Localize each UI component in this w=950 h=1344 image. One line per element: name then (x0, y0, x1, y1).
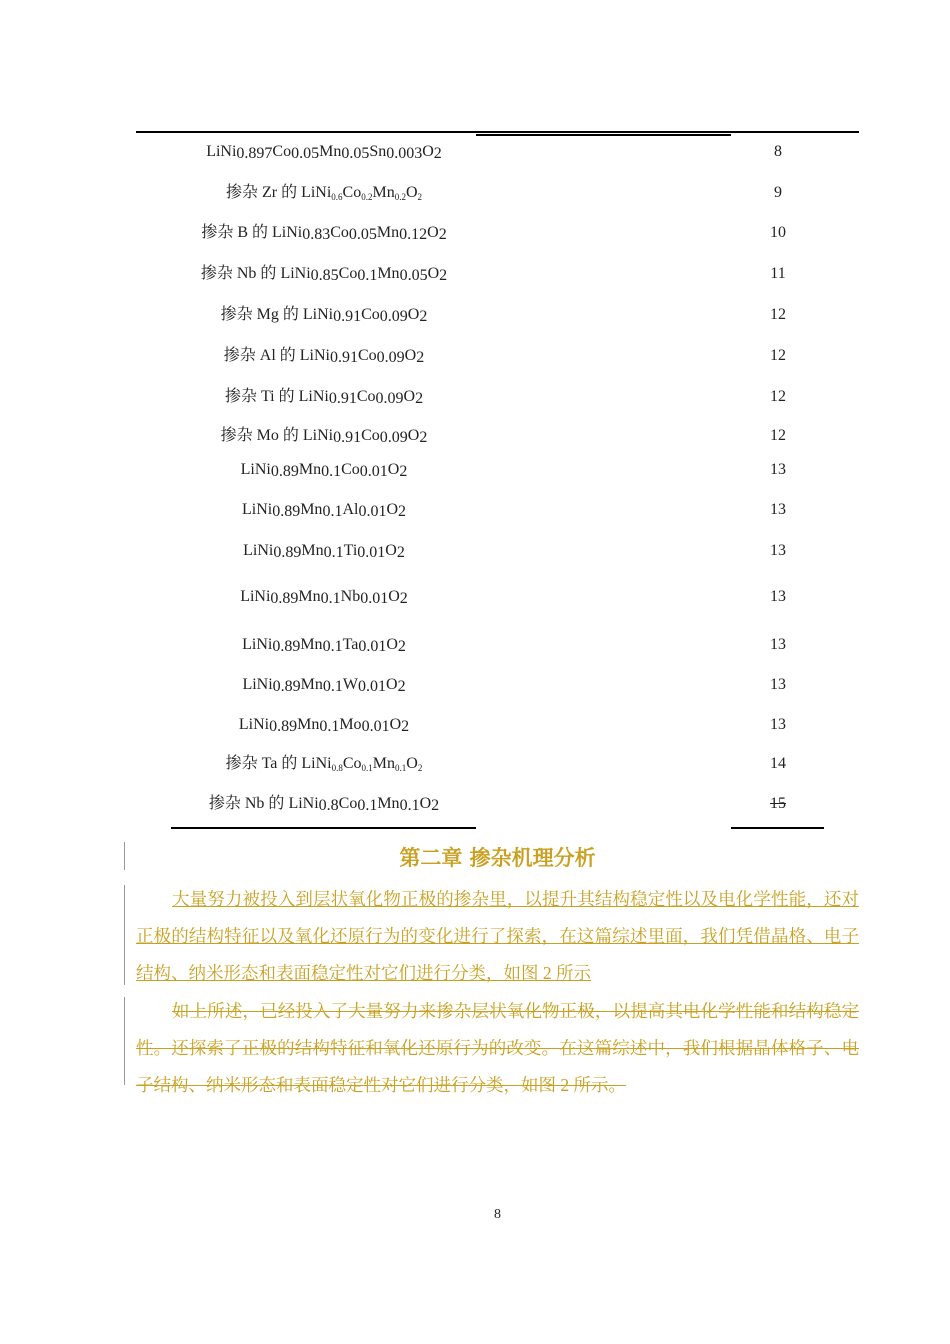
element-symbol: LiNi (288, 795, 319, 812)
reference-number: 9 (774, 184, 782, 201)
subscript: 0.83 (302, 226, 331, 243)
formula-cell (174, 180, 474, 210)
element-symbol: Co (341, 461, 360, 478)
element-symbol: O (387, 461, 400, 478)
table-row (0, 302, 950, 328)
table-row (0, 220, 950, 246)
subscript: 0.2 (394, 192, 406, 202)
subscript: 0.12 (399, 226, 428, 243)
element-symbol: Co (358, 347, 377, 364)
formula-cell (174, 423, 474, 449)
element-symbol: Ti (343, 542, 358, 559)
reference-number: 13 (770, 588, 786, 605)
subscript: 0.91 (330, 349, 358, 366)
element-symbol: O (403, 388, 416, 405)
table-row (0, 343, 950, 369)
reference-number: 12 (770, 388, 786, 405)
subscript: 2 (419, 308, 428, 325)
subscript: 2 (399, 590, 408, 607)
formula-cell (174, 751, 474, 781)
formula-cell (174, 220, 474, 246)
formula-cell (174, 632, 474, 658)
element-symbol: Mn (319, 143, 342, 160)
subscript: 0.09 (375, 390, 404, 407)
subscript: 0.1 (321, 463, 342, 480)
formula-cell (174, 538, 474, 564)
element-symbol: LiNi (242, 636, 273, 653)
page-number: 8 (494, 1207, 501, 1222)
element-symbol: LiNi (242, 676, 273, 693)
reference-number: 13 (770, 716, 786, 733)
element-symbol: O (386, 676, 398, 693)
table-row (0, 712, 950, 738)
element-symbol: Mn (297, 716, 320, 733)
table-bottom-rule-left (171, 827, 476, 829)
element-symbol: LiNi (302, 427, 334, 444)
element-symbol: LiNi (298, 388, 329, 405)
subscript: 0.89 (270, 463, 299, 480)
subscript: 2 (398, 503, 406, 520)
element-symbol: Mn (377, 795, 400, 812)
subscript: 0.003 (386, 145, 423, 162)
dopant-prefix: 掺杂 Al 的 (223, 347, 300, 364)
element-symbol: Co (342, 184, 362, 201)
element-symbol: Mn (300, 501, 323, 518)
table-row (0, 180, 950, 206)
element-symbol: LiNi (299, 347, 330, 364)
subscript: 0.1 (395, 763, 407, 773)
element-symbol: Co (342, 755, 362, 772)
reference-number: 13 (770, 501, 786, 518)
element-symbol: Co (330, 224, 349, 241)
table-row (0, 584, 950, 610)
subscript: 2 (397, 678, 406, 695)
subscript: 0.2 (361, 192, 373, 202)
table-row (0, 497, 950, 523)
element-symbol: Co (272, 143, 292, 160)
subscript: 0.09 (379, 429, 408, 446)
element-symbol: Mn (300, 676, 323, 693)
element-symbol: LiNi (280, 265, 311, 282)
subscript: 0.8 (331, 763, 343, 773)
subscript: 0.1 (320, 590, 341, 607)
table-row (0, 632, 950, 658)
subscript: 0.09 (376, 349, 405, 366)
reference-number: 13 (770, 461, 786, 478)
subscript: 0.89 (269, 718, 298, 735)
subscript: 2 (431, 797, 440, 814)
subscript: 0.1 (357, 797, 378, 814)
element-symbol: Co (361, 306, 380, 323)
table-row (0, 538, 950, 564)
subscript: 0.01 (359, 463, 388, 480)
subscript: 2 (433, 145, 442, 162)
subscript: 2 (399, 463, 408, 480)
subscript: 0.05 (399, 267, 428, 284)
subscript: 0.01 (358, 638, 387, 655)
table-row (0, 751, 950, 777)
subscript: 2 (417, 192, 423, 202)
table-row (0, 384, 950, 410)
subscript: 0.01 (358, 678, 386, 695)
reference-number: 11 (770, 265, 786, 282)
element-symbol: Mn (298, 588, 321, 605)
element-symbol: O (404, 347, 417, 364)
element-symbol: Co (356, 388, 376, 405)
subscript: 0.91 (333, 308, 362, 325)
element-symbol: Ta (342, 636, 359, 653)
element-symbol: Co (338, 795, 358, 812)
inserted-paragraph: 大量努力被投入到层状氧化物正极的掺杂里，以提升其结构稳定性以及电化学性能，还对正极的结构特征以及氧化还原行为的变化进行了探索，在这篇综述里面，我们凭借晶格、电子结构、纳米形态和表面稳定性对它们进行分类，如图 2 所示 (136, 889, 859, 983)
table-row (0, 423, 950, 449)
formula-cell (174, 672, 474, 698)
element-symbol: O (389, 716, 402, 733)
element-symbol: Mn (301, 542, 324, 559)
subscript: 2 (415, 390, 424, 407)
subscript: 0.1 (357, 267, 378, 284)
subscript: 0.6 (331, 192, 343, 202)
reference-number: 13 (770, 542, 786, 559)
element-symbol: LiNi (240, 588, 271, 605)
element-symbol: O (422, 143, 434, 160)
table-top-rule (136, 131, 859, 133)
table-bottom-rule-right (731, 827, 824, 829)
subscript: 0.8 (318, 797, 339, 814)
dopant-prefix: 掺杂 Nb 的 (200, 265, 281, 282)
revision-bar (124, 842, 125, 870)
element-symbol: W (342, 676, 358, 693)
subscript: 0.01 (361, 718, 390, 735)
element-symbol: Sn (369, 143, 387, 160)
reference-number: 12 (770, 347, 786, 364)
subscript: 0.05 (348, 226, 377, 243)
dopant-prefix: 掺杂 Ta 的 (225, 755, 302, 772)
element-symbol: LiNi (301, 184, 332, 201)
element-symbol: LiNi (240, 461, 271, 478)
table-row (0, 261, 950, 287)
subscript: 0.89 (270, 590, 299, 607)
formula-cell (174, 712, 474, 738)
subscript: 0.85 (310, 267, 339, 284)
table-row (0, 672, 950, 698)
reference-number: 10 (770, 224, 786, 241)
reference-number: 13 (770, 676, 786, 693)
element-symbol: O (405, 184, 418, 201)
element-symbol: O (385, 542, 397, 559)
subscript: 2 (439, 267, 448, 284)
dopant-prefix: 掺杂 Ti 的 (224, 388, 299, 405)
element-symbol: O (407, 306, 420, 323)
table-row (0, 457, 950, 483)
element-symbol: Mo (339, 716, 362, 733)
element-symbol: LiNi (206, 143, 237, 160)
reference-number: 15 (770, 795, 786, 812)
element-symbol: Nb (340, 588, 361, 605)
table-top-rule-double (476, 134, 731, 136)
subscript: 0.05 (291, 145, 320, 162)
subscript: 2 (419, 429, 428, 446)
subscript: 0.89 (272, 638, 301, 655)
element-symbol: O (386, 501, 398, 518)
subscript: 0.1 (323, 544, 344, 561)
dopant-prefix: 掺杂 Mo 的 (220, 427, 303, 444)
subscript: 0.91 (328, 390, 357, 407)
reference-number: 12 (770, 306, 786, 323)
subscript: 2 (397, 638, 406, 655)
element-symbol: Mn (376, 224, 400, 241)
subscript: 0.89 (273, 544, 302, 561)
element-symbol: O (419, 795, 432, 812)
subscript: 0.09 (379, 308, 408, 325)
reference-number: 12 (770, 427, 786, 444)
subscript: 0.1 (322, 638, 343, 655)
subscript: 0.1 (399, 797, 420, 814)
formula-cell (174, 343, 474, 369)
subscript: 0.91 (333, 429, 362, 446)
formula-cell (174, 457, 474, 483)
element-symbol: O (406, 755, 418, 772)
formula-cell (174, 584, 474, 610)
element-symbol: Mn (377, 265, 400, 282)
reference-number: 13 (770, 636, 786, 653)
reference-number: 14 (770, 755, 786, 772)
element-symbol: Mn (300, 636, 323, 653)
revision-bar (124, 885, 125, 985)
reference-number: 8 (774, 143, 782, 160)
element-symbol: LiNi (238, 716, 270, 733)
revision-bar (124, 997, 125, 1085)
formula-cell (174, 139, 474, 165)
subscript: 0.1 (322, 503, 343, 520)
element-symbol: LiNi (241, 501, 273, 518)
subscript: 0.01 (357, 544, 386, 561)
subscript: 0.1 (361, 763, 373, 773)
element-symbol: Mn (372, 755, 396, 772)
subscript: 0.01 (360, 590, 389, 607)
formula-cell (174, 384, 474, 410)
subscript: 0.1 (319, 718, 340, 735)
element-symbol: O (388, 588, 400, 605)
formula-cell (174, 302, 474, 328)
formula-cell (174, 261, 474, 287)
dopant-prefix: 掺杂 Mg 的 (220, 306, 303, 323)
element-symbol: Mn (298, 461, 322, 478)
element-symbol: O (407, 427, 420, 444)
subscript: 2 (401, 718, 410, 735)
element-symbol: Al (342, 501, 359, 518)
element-symbol: Co (338, 265, 358, 282)
element-symbol: O (386, 636, 398, 653)
dopant-prefix: 掺杂 Zr 的 (225, 184, 302, 201)
chapter-title: 第二章 掺杂机理分析 (399, 846, 596, 870)
dopant-prefix: 掺杂 Nb 的 (208, 795, 289, 812)
formula-cell (174, 791, 474, 817)
subscript: 2 (396, 544, 405, 561)
deleted-paragraph: 如上所述，已经投入了大量努力来掺杂层状氧化物正极，以提高其电化学性能和结构稳定性。还探索了正极的结构特征和氧化还原行为的改变。在这篇综述中，我们根据晶体格子、电子结构、纳米形态和表面稳定性对它们进行分类，如图 2 所示。 (136, 1001, 859, 1095)
subscript: 0.1 (322, 678, 343, 695)
element-symbol: LiNi (301, 755, 332, 772)
subscript: 2 (438, 226, 447, 243)
element-symbol: LiNi (302, 306, 334, 323)
element-symbol: Mn (372, 184, 395, 201)
table-row (0, 791, 950, 817)
element-symbol: LiNi (272, 224, 303, 241)
subscript: 0.897 (236, 145, 273, 162)
element-symbol: O (427, 224, 439, 241)
table-row (0, 139, 950, 165)
element-symbol: LiNi (243, 542, 274, 559)
subscript: 2 (416, 349, 425, 366)
subscript: 0.01 (358, 503, 387, 520)
subscript: 2 (417, 763, 423, 773)
subscript: 0.89 (272, 503, 301, 520)
element-symbol: O (427, 265, 440, 282)
dopant-prefix: 掺杂 B 的 (201, 224, 272, 241)
subscript: 0.05 (341, 145, 370, 162)
element-symbol: Co (361, 427, 380, 444)
formula-cell (174, 497, 474, 523)
subscript: 0.89 (272, 678, 301, 695)
